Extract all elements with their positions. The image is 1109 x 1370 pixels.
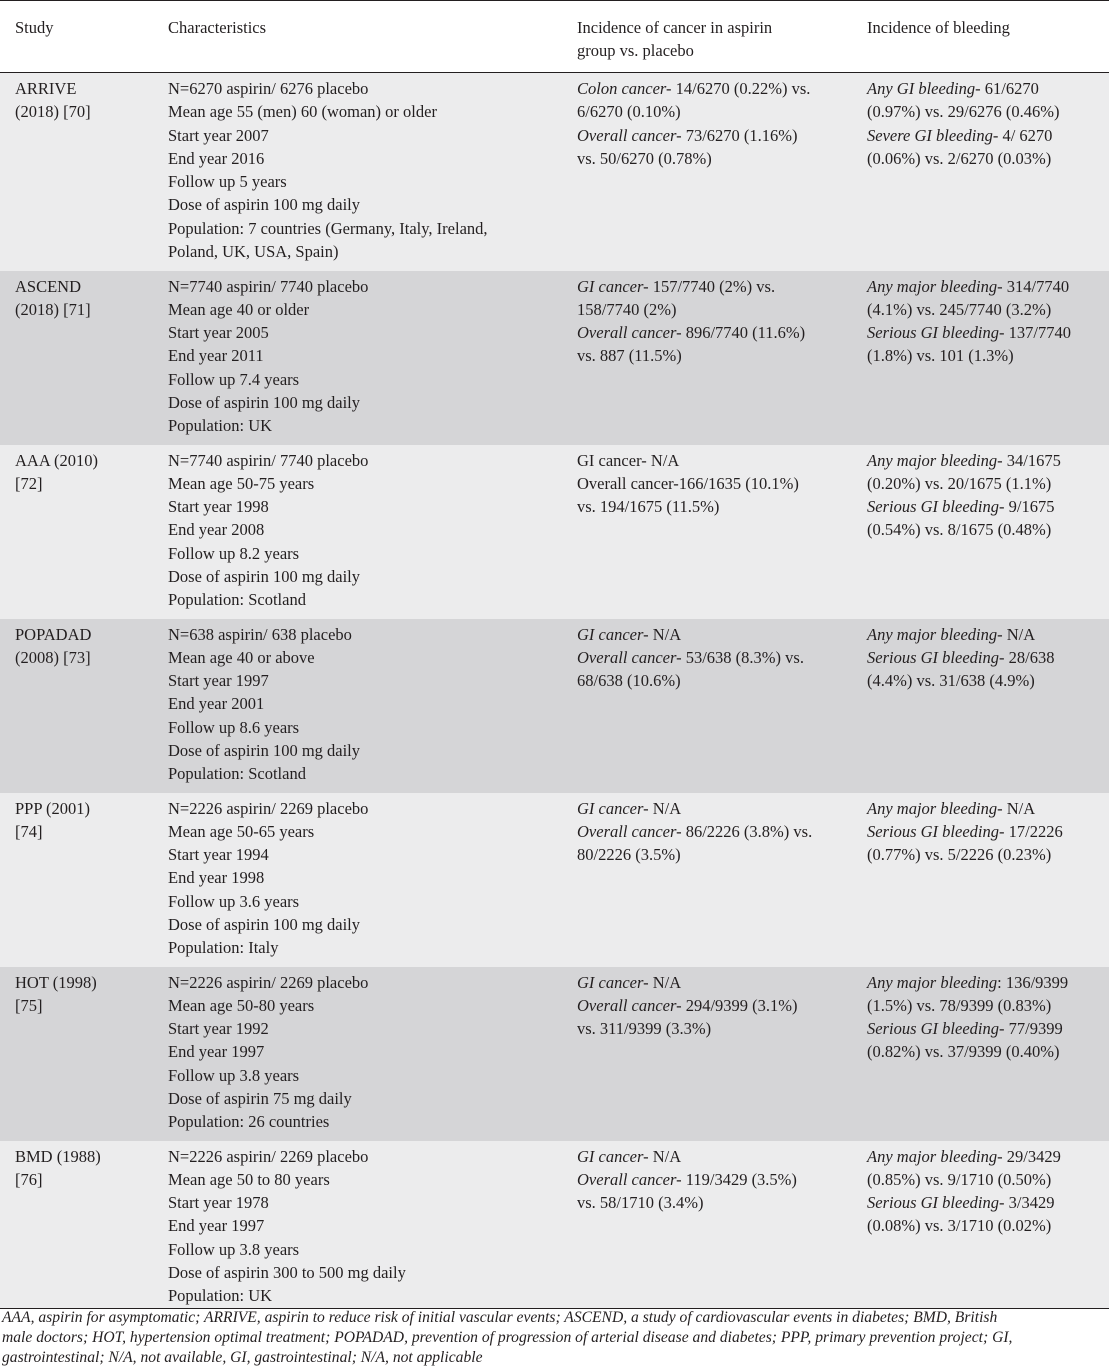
bleeding-value: (0.85%) vs. 9/1710 (0.50%) <box>867 1169 1052 1189</box>
bleeding-label: Serious GI bleeding- <box>867 1019 1005 1039</box>
cancer-value: vs. 50/6270 (0.78%) <box>577 148 712 168</box>
cancer-value: 14/6270 (0.22%) vs. <box>671 79 811 98</box>
study-cell <box>0 619 153 793</box>
study-line: [75] <box>15 995 43 1015</box>
characteristics-line: Poland, UK, USA, Spain) <box>168 242 339 262</box>
characteristics-line: N=7740 aspirin/ 7740 placebo <box>168 276 369 296</box>
header-study: Study <box>0 1 153 73</box>
bleeding-line <box>867 275 1109 298</box>
characteristics-line: End year 2008 <box>168 520 265 540</box>
characteristics-line: N=638 aspirin/ 638 placebo <box>168 624 352 644</box>
characteristics-line: Follow up 3.6 years <box>168 891 300 911</box>
bleeding-value: (0.54%) vs. 8/1675 (0.48%) <box>867 520 1052 540</box>
cancer-incidence-cell <box>562 1141 852 1309</box>
table-header-row <box>0 1 1109 73</box>
bleeding-value: N/A <box>1002 624 1036 644</box>
study-line: AAA (2010) <box>15 450 98 470</box>
bleeding-label: Severe GI bleeding- <box>867 125 999 145</box>
study-cell <box>0 793 153 967</box>
bleeding-label: Any major bleeding- <box>867 624 1003 644</box>
study-line: BMD (1988) <box>15 1146 101 1166</box>
bleeding-value: 77/9399 <box>1004 1019 1063 1039</box>
bleeding-value: 29/3429 <box>1002 1146 1061 1166</box>
characteristics-line: Population: UK <box>168 416 273 436</box>
bleeding-value: 34/1675 <box>1002 450 1061 470</box>
bleeding-line <box>867 623 1109 646</box>
cancer-line <box>577 495 852 518</box>
bleeding-value: (0.08%) vs. 3/1710 (0.02%) <box>867 1216 1052 1236</box>
bleeding-value: (0.82%) vs. 37/9399 (0.40%) <box>867 1042 1060 1062</box>
bleeding-value: (0.20%) vs. 20/1675 (1.1%) <box>867 473 1052 493</box>
characteristics-line: Population: 7 countries (Germany, Italy, Ireland, <box>168 218 488 238</box>
characteristics-cell <box>153 271 562 445</box>
study-line: ASCEND <box>15 276 82 296</box>
characteristics-line: Start year 2005 <box>168 323 269 343</box>
bleeding-value: 28/638 <box>1004 647 1055 667</box>
cancer-line <box>577 994 852 1017</box>
characteristics-line: Start year 1978 <box>168 1193 269 1213</box>
bleeding-value: 137/7740 <box>1004 323 1071 343</box>
bleeding-value: 4/ 6270 <box>998 125 1053 145</box>
bleeding-label: Serious GI bleeding- <box>867 497 1005 517</box>
study-line: [76] <box>15 1169 43 1189</box>
characteristics-line: Dose of aspirin 75 mg daily <box>168 1088 352 1108</box>
study-line: POPADAD <box>15 624 92 644</box>
bleeding-incidence-cell <box>852 1141 1109 1309</box>
cancer-value: 119/3429 (3.5%) <box>681 1169 797 1189</box>
bleeding-line <box>867 1168 1109 1191</box>
cancer-line <box>577 275 852 298</box>
characteristics-line: Dose of aspirin 100 mg daily <box>168 392 361 412</box>
bleeding-label: Any major bleeding- <box>867 1146 1003 1166</box>
bleeding-value: (0.77%) vs. 5/2226 (0.23%) <box>867 845 1052 865</box>
bleeding-value: : 136/9399 <box>997 972 1069 992</box>
bleeding-line <box>867 1191 1109 1214</box>
study-line: [74] <box>15 821 43 841</box>
cancer-value: vs. 887 (11.5%) <box>577 346 682 366</box>
characteristics-line: Follow up 5 years <box>168 172 287 192</box>
bleeding-value: 17/2226 <box>1004 821 1063 841</box>
bleeding-value: (4.1%) vs. 245/7740 (3.2%) <box>867 299 1052 319</box>
cancer-value: N/A <box>648 972 682 992</box>
characteristics-line: Population: Scotland <box>168 764 306 784</box>
cancer-label: Overall cancer- <box>577 125 682 145</box>
characteristics-line: Start year 1992 <box>168 1019 269 1039</box>
cancer-value: 157/7740 (2%) vs. <box>648 276 776 296</box>
bleeding-line <box>867 472 1109 495</box>
cancer-line <box>577 449 852 472</box>
bleeding-line <box>867 797 1109 820</box>
cancer-line <box>577 472 852 495</box>
cancer-line <box>577 646 852 669</box>
footnote-line: gastrointestinal; N/A, not available, GI, gastrointestinal; N/A, not applicable <box>2 1349 483 1366</box>
cancer-incidence-cell <box>562 73 852 271</box>
cancer-line <box>577 1191 852 1214</box>
header-bleeding-incidence: Incidence of bleeding <box>852 1 1109 73</box>
bleeding-line <box>867 820 1109 843</box>
study-line: PPP (2001) <box>15 798 91 818</box>
bleeding-line <box>867 77 1109 100</box>
cancer-label: Colon cancer- <box>577 79 672 98</box>
characteristics-line: N=7740 aspirin/ 7740 placebo <box>168 450 369 470</box>
cancer-incidence-cell <box>562 967 852 1141</box>
table-row <box>0 445 1109 619</box>
bleeding-line <box>867 994 1109 1017</box>
table-row <box>0 619 1109 793</box>
table-footnote <box>2 1308 1097 1368</box>
cancer-line <box>577 124 852 147</box>
study-line: (2018) [70] <box>15 102 91 122</box>
characteristics-line: Follow up 3.8 years <box>168 1065 300 1085</box>
cancer-line <box>577 100 852 123</box>
cancer-line <box>577 1017 852 1040</box>
characteristics-line: Mean age 50-75 years <box>168 473 315 493</box>
bleeding-incidence-cell <box>852 271 1109 445</box>
bleeding-line <box>867 971 1109 994</box>
footnote-line: male doctors; HOT, hypertension optimal treatment; POPADAD, prevention of progression of arterial disease and diabetes; PPP, primary prevention project; GI, <box>2 1329 1013 1346</box>
cancer-incidence-cell <box>562 271 852 445</box>
study-cell <box>0 967 153 1141</box>
characteristics-line: Mean age 50-65 years <box>168 821 315 841</box>
characteristics-line: Population: Italy <box>168 938 279 958</box>
characteristics-line: Population: 26 countries <box>168 1112 330 1132</box>
header-line: group vs. placebo <box>577 41 694 61</box>
characteristics-line: Start year 2007 <box>168 125 269 145</box>
bleeding-line <box>867 147 1109 170</box>
cancer-value: 294/9399 (3.1%) <box>681 995 798 1015</box>
study-line: [72] <box>15 473 43 493</box>
bleeding-label: Any major bleeding <box>867 972 998 992</box>
cancer-line <box>577 77 852 100</box>
characteristics-line: Mean age 50-80 years <box>168 995 315 1015</box>
characteristics-cell <box>153 619 562 793</box>
bleeding-line <box>867 646 1109 669</box>
header-cancer-incidence <box>562 1 852 73</box>
cancer-label: Overall cancer- <box>577 323 682 343</box>
bleeding-label: Serious GI bleeding- <box>867 647 1005 667</box>
characteristics-line: End year 1997 <box>168 1216 265 1236</box>
bleeding-line <box>867 1017 1109 1040</box>
characteristics-line: Start year 1998 <box>168 497 269 517</box>
cancer-line <box>577 971 852 994</box>
cancer-line <box>577 321 852 344</box>
table-body <box>0 73 1109 1309</box>
cancer-line <box>577 1145 852 1168</box>
characteristics-cell <box>153 967 562 1141</box>
characteristics-line: N=2226 aspirin/ 2269 placebo <box>168 798 369 818</box>
header-characteristics: Characteristics <box>153 1 562 73</box>
bleeding-line <box>867 298 1109 321</box>
cancer-line <box>577 344 852 367</box>
footnote-line: AAA, aspirin for asymptomatic; ARRIVE, aspirin to reduce risk of initial vascular events; ASCEND, a study of cardiovascular events in diabetes; BMD, British <box>2 1309 998 1326</box>
table-row <box>0 967 1109 1141</box>
characteristics-cell <box>153 793 562 967</box>
characteristics-line: End year 2016 <box>168 148 265 168</box>
bleeding-label: Any major bleeding- <box>867 450 1003 470</box>
characteristics-line: Mean age 40 or older <box>168 299 310 319</box>
study-line: ARRIVE <box>15 79 77 98</box>
study-cell <box>0 445 153 619</box>
cancer-label: GI cancer- <box>577 972 649 992</box>
bleeding-incidence-cell <box>852 619 1109 793</box>
characteristics-line: N=6270 aspirin/ 6276 placebo <box>168 79 369 98</box>
cancer-incidence-cell <box>562 793 852 967</box>
cancer-line <box>577 147 852 170</box>
characteristics-line: Follow up 7.4 years <box>168 369 300 389</box>
cancer-value: vs. 311/9399 (3.3%) <box>577 1019 712 1039</box>
characteristics-cell <box>153 1141 562 1309</box>
cancer-value: 73/6270 (1.16%) <box>681 125 798 145</box>
bleeding-value: 314/7740 <box>1002 276 1070 296</box>
characteristics-line: Dose of aspirin 100 mg daily <box>168 740 361 760</box>
bleeding-value: 61/6270 <box>980 79 1039 98</box>
characteristics-line: Start year 1994 <box>168 845 269 865</box>
characteristics-line: Follow up 8.2 years <box>168 543 300 563</box>
characteristics-cell <box>153 445 562 619</box>
bleeding-label: Serious GI bleeding- <box>867 1193 1005 1213</box>
characteristics-line: End year 2001 <box>168 694 265 714</box>
bleeding-label: Any GI bleeding- <box>867 79 981 98</box>
cancer-label: GI cancer- <box>577 1146 649 1166</box>
bleeding-line <box>867 124 1109 147</box>
table-row <box>0 1141 1109 1309</box>
bleeding-line <box>867 1214 1109 1237</box>
characteristics-line: Population: Scotland <box>168 590 306 610</box>
cancer-line <box>577 669 852 692</box>
characteristics-line: End year 1997 <box>168 1042 265 1062</box>
characteristics-line: Mean age 40 or above <box>168 647 315 667</box>
bleeding-line <box>867 1040 1109 1063</box>
cancer-line <box>577 623 852 646</box>
bleeding-label: Serious GI bleeding- <box>867 821 1005 841</box>
characteristics-line: End year 1998 <box>168 868 265 888</box>
cancer-label: GI cancer- <box>577 276 649 296</box>
characteristics-line: N=2226 aspirin/ 2269 placebo <box>168 972 369 992</box>
cancer-value: 86/2226 (3.8%) vs. <box>681 821 813 841</box>
study-cell <box>0 1141 153 1309</box>
characteristics-cell <box>153 73 562 271</box>
cancer-value: N/A <box>648 1146 682 1166</box>
cancer-line <box>577 820 852 843</box>
bleeding-incidence-cell <box>852 445 1109 619</box>
bleeding-line <box>867 843 1109 866</box>
cancer-label: Overall cancer- <box>577 647 682 667</box>
bleeding-value: (1.8%) vs. 101 (1.3%) <box>867 346 1014 366</box>
cancer-value: vs. 194/1675 (11.5%) <box>577 497 720 517</box>
bleeding-line <box>867 100 1109 123</box>
bleeding-value: (0.06%) vs. 2/6270 (0.03%) <box>867 148 1052 168</box>
header-line: Incidence of cancer in aspirin <box>577 18 773 37</box>
study-cell <box>0 271 153 445</box>
bleeding-value: 9/1675 <box>1004 497 1055 517</box>
characteristics-line: Population: UK <box>168 1286 273 1306</box>
cancer-value: vs. 58/1710 (3.4%) <box>577 1193 704 1213</box>
bleeding-value: N/A <box>1002 798 1036 818</box>
cancer-value: GI cancer- N/A <box>577 450 680 470</box>
bleeding-line <box>867 518 1109 541</box>
bleeding-incidence-cell <box>852 967 1109 1141</box>
cancer-incidence-cell <box>562 445 852 619</box>
bleeding-value: (1.5%) vs. 78/9399 (0.83%) <box>867 995 1052 1015</box>
characteristics-line: Mean age 50 to 80 years <box>168 1169 330 1189</box>
cancer-line <box>577 843 852 866</box>
study-cell <box>0 73 153 271</box>
cancer-value: N/A <box>648 798 682 818</box>
table-row <box>0 271 1109 445</box>
characteristics-line: Follow up 3.8 years <box>168 1239 300 1259</box>
bleeding-line <box>867 321 1109 344</box>
cancer-line <box>577 1168 852 1191</box>
characteristics-line: N=2226 aspirin/ 2269 placebo <box>168 1146 369 1166</box>
cancer-value: 896/7740 (11.6%) <box>681 323 806 343</box>
bleeding-line <box>867 449 1109 472</box>
bleeding-value: (4.4%) vs. 31/638 (4.9%) <box>867 671 1035 691</box>
cancer-value: 80/2226 (3.5%) <box>577 845 681 865</box>
cancer-line <box>577 298 852 321</box>
bleeding-value: (0.97%) vs. 29/6276 (0.46%) <box>867 102 1060 122</box>
study-line: (2008) [73] <box>15 647 91 667</box>
cancer-value: 158/7740 (2%) <box>577 299 677 319</box>
bleeding-incidence-cell <box>852 73 1109 271</box>
bleeding-incidence-cell <box>852 793 1109 967</box>
cancer-label: GI cancer- <box>577 624 649 644</box>
cancer-value: N/A <box>648 624 682 644</box>
characteristics-line: Dose of aspirin 100 mg daily <box>168 195 361 215</box>
characteristics-line: Dose of aspirin 100 mg daily <box>168 566 361 586</box>
characteristics-line: Start year 1997 <box>168 671 269 691</box>
bleeding-line <box>867 344 1109 367</box>
cancer-value: 68/638 (10.6%) <box>577 671 681 691</box>
cancer-value: 53/638 (8.3%) vs. <box>681 647 804 667</box>
table-row <box>0 73 1109 271</box>
bleeding-label: Any major bleeding- <box>867 276 1003 296</box>
table-row <box>0 793 1109 967</box>
study-line: (2018) [71] <box>15 299 91 319</box>
cancer-line <box>577 797 852 820</box>
characteristics-line: Dose of aspirin 100 mg daily <box>168 914 361 934</box>
cancer-label: Overall cancer- <box>577 995 682 1015</box>
characteristics-line: Mean age 55 (men) 60 (woman) or older <box>168 102 437 122</box>
characteristics-line: End year 2011 <box>168 346 264 366</box>
bleeding-line <box>867 669 1109 692</box>
cancer-value: 6/6270 (0.10%) <box>577 102 681 122</box>
bleeding-label: Serious GI bleeding- <box>867 323 1005 343</box>
bleeding-value: 3/3429 <box>1004 1193 1055 1213</box>
bleeding-label: Any major bleeding- <box>867 798 1003 818</box>
cancer-label: Overall cancer- <box>577 821 682 841</box>
characteristics-line: Follow up 8.6 years <box>168 717 300 737</box>
cancer-label: GI cancer- <box>577 798 649 818</box>
study-line: HOT (1998) <box>15 972 97 992</box>
cancer-incidence-cell <box>562 619 852 793</box>
bleeding-line <box>867 1145 1109 1168</box>
cancer-label: Overall cancer- <box>577 1169 682 1189</box>
bleeding-line <box>867 495 1109 518</box>
characteristics-line: Dose of aspirin 300 to 500 mg daily <box>168 1262 406 1282</box>
cancer-value: Overall cancer-166/1635 (10.1%) <box>577 473 799 493</box>
